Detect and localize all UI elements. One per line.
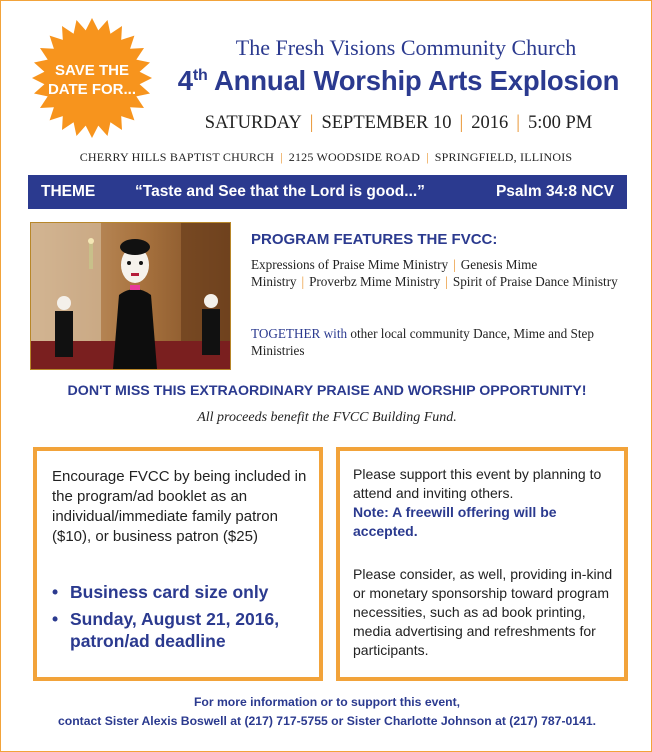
venue-name: CHERRY HILLS BAPTIST CHURCH	[79, 150, 275, 164]
support-info-box	[336, 447, 628, 681]
organization-name: The Fresh Visions Community Church	[235, 35, 577, 60]
separator: |	[280, 150, 283, 164]
ministry-item: Expressions of Praise Mime Ministry	[251, 257, 449, 272]
ministries-list	[251, 257, 621, 290]
separator: |	[309, 113, 314, 133]
event-date: SEPTEMBER 10	[321, 113, 452, 133]
save-the-date-badge	[31, 17, 153, 139]
patron-info-text: Encourage FVCC by being included in the program/ad booklet as an individual/immediate family patron ($10), or business patron ($25)	[52, 468, 307, 545]
patron-info-box	[33, 447, 323, 681]
together-lead: TOGETHER with	[251, 326, 348, 341]
theme-banner	[28, 175, 627, 209]
theme-reference: Psalm 34:8 NCV	[495, 183, 614, 200]
badge-line-2: DATE FOR...	[47, 81, 137, 98]
bullet-item: • Business card size only	[52, 581, 314, 603]
mime-performers-photo	[30, 222, 231, 370]
contact-details: contact Sister Alexis Boswell at (217) 717-5755 or Sister Charlotte Johnson at (217) 787-0141.	[57, 714, 597, 728]
ministry-item: Spirit of Praise Dance Ministry	[452, 273, 618, 289]
event-location	[1, 150, 651, 165]
badge-line-1: SAVE THE	[55, 62, 129, 79]
separator: |	[453, 257, 456, 272]
support-text: Please support this event by planning to attend and inviting others.	[353, 466, 602, 501]
program-features-heading: PROGRAM FEATURES THE FVCC:	[251, 231, 498, 248]
venue-address: 2125 WOODSIDE ROAD	[288, 150, 421, 164]
theme-quote: “Taste and See that the Lord is good...”	[135, 183, 425, 200]
together-note	[251, 326, 621, 359]
event-time: 5:00 PM	[527, 113, 593, 133]
ministry-item: Proverbz Mime Ministry	[309, 273, 441, 289]
ministry-item: Genesis Mime Ministry	[251, 257, 538, 289]
event-title: 4th Annual Worship Arts Explosion	[177, 65, 620, 96]
together-rest: other local community Dance, Mime and Step Ministries	[251, 326, 594, 358]
separator: |	[445, 273, 448, 289]
event-day: SATURDAY	[204, 113, 302, 133]
event-year: 2016	[471, 113, 509, 133]
theme-label: THEME	[41, 183, 96, 200]
separator: |	[459, 113, 464, 133]
patron-bullets	[52, 581, 314, 657]
venue-city: SPRINGFIELD, ILLINOIS	[434, 150, 573, 164]
separator: |	[301, 273, 305, 289]
bullet-item: • Sunday, August 21, 2016, patron/ad deadline	[52, 608, 314, 652]
sponsorship-text: Please consider, as well, providing in-kind or monetary sponsorship toward program necessities, such as ad book printing, media advertising and refreshments for participants.	[353, 566, 613, 658]
dont-miss-headline: DON'T MISS THIS EXTRAORDINARY PRAISE AND WORSHIP OPPORTUNITY!	[67, 383, 587, 399]
separator: |	[426, 150, 429, 164]
separator: |	[516, 113, 520, 133]
event-date-time	[151, 113, 646, 134]
freewill-offering-note: Note: A freewill offering will be accepted.	[353, 504, 557, 539]
proceeds-note: All proceeds benefit the FVCC Building Fund.	[197, 410, 457, 425]
contact-intro: For more information or to support this event,	[193, 695, 461, 709]
